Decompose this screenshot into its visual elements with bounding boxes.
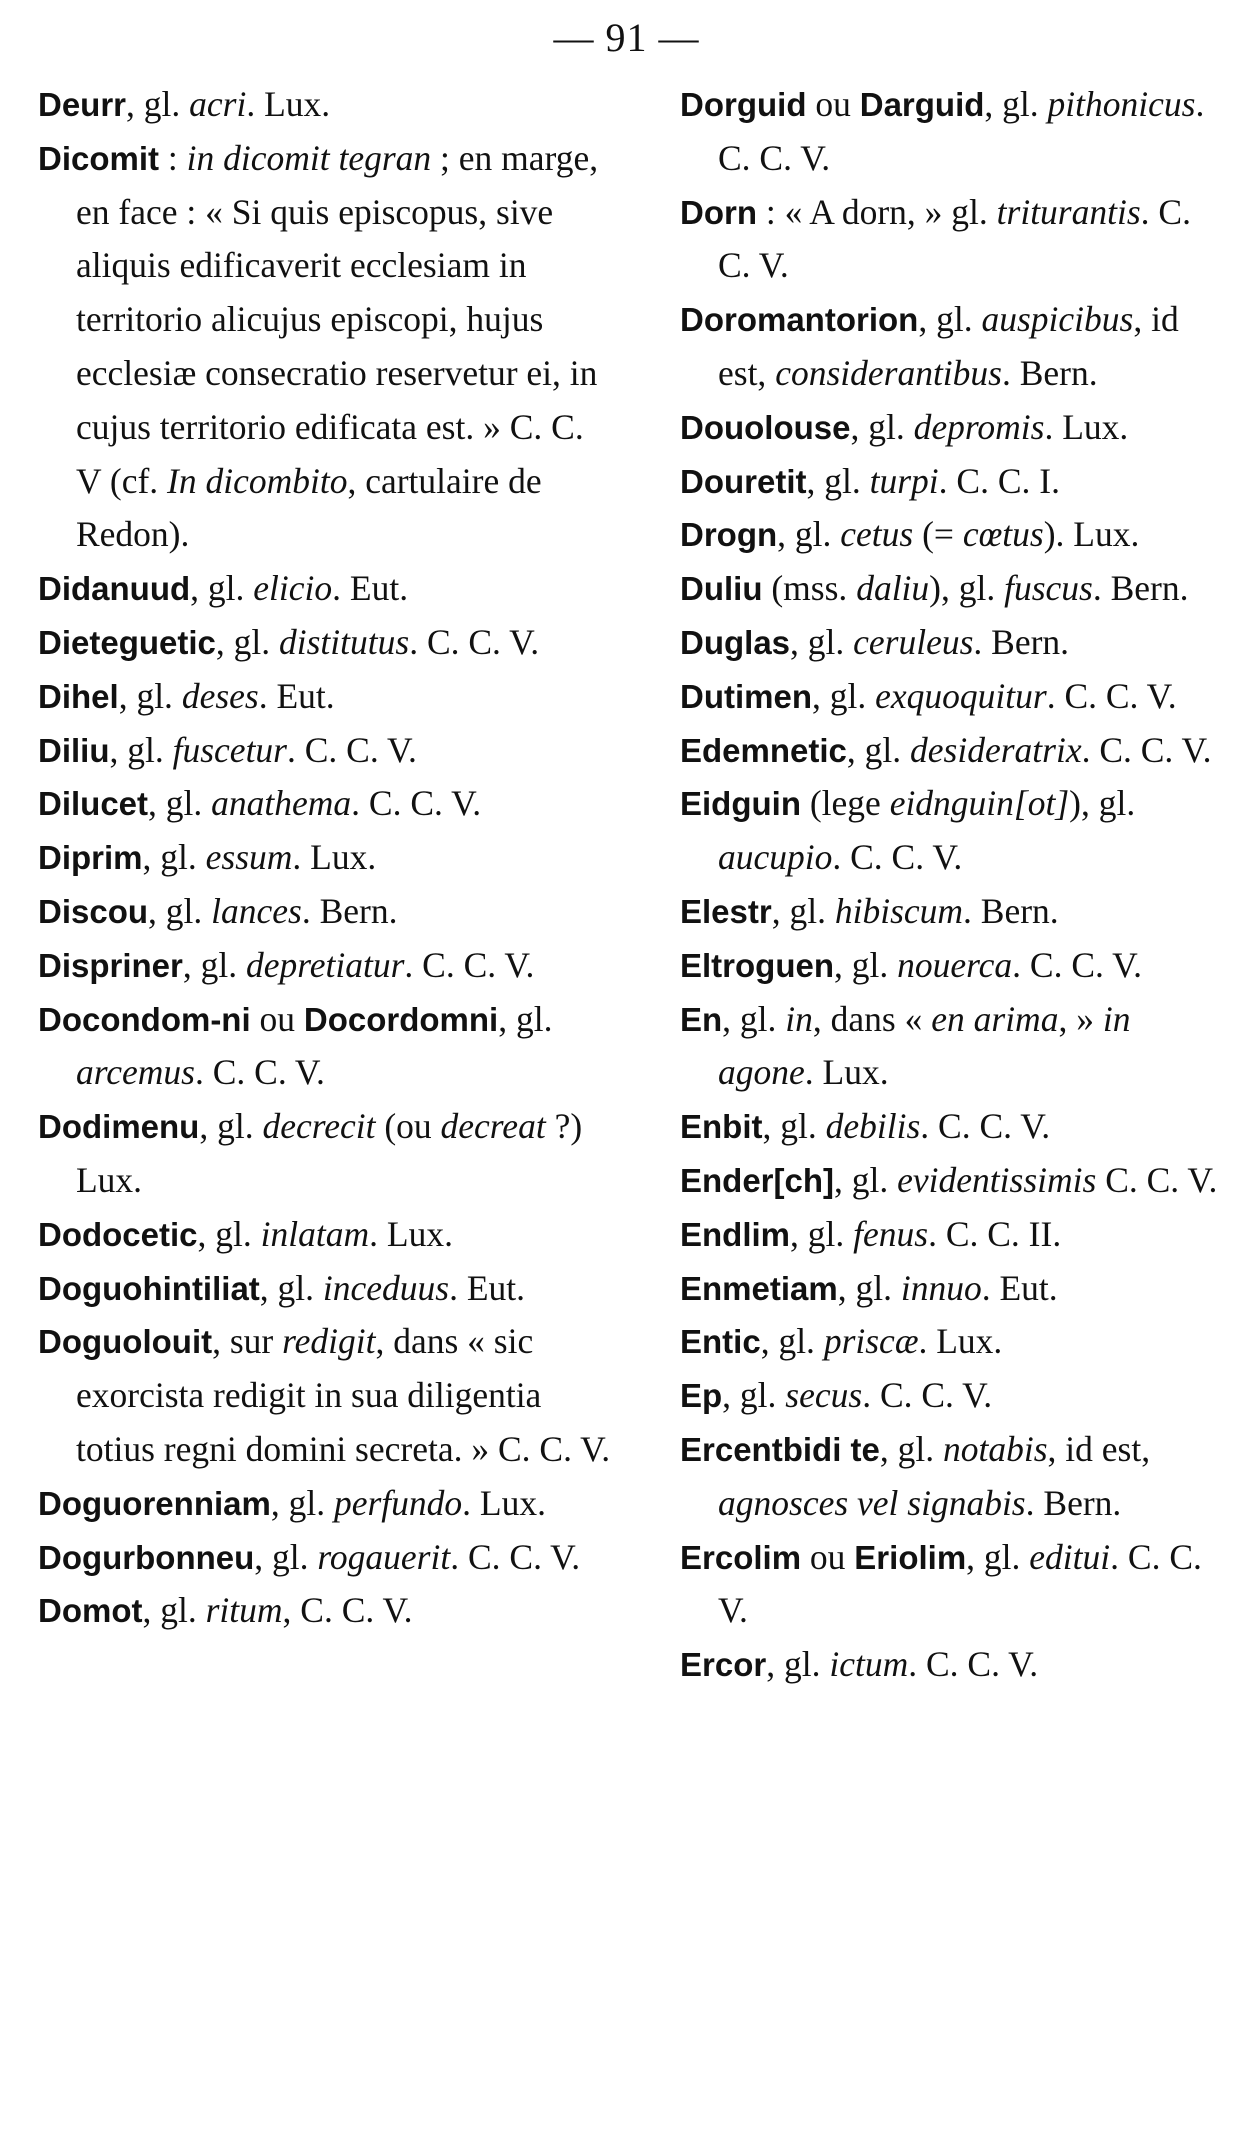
dictionary-entry	[38, 885, 613, 939]
entry-text: , gl.	[182, 944, 246, 985]
latin-gloss: decrecit	[262, 1106, 376, 1147]
headword: Docordomni	[303, 1000, 499, 1038]
entry-text: , gl.	[126, 84, 190, 124]
entry-text: . C. C. V.	[908, 1644, 1039, 1685]
entry-text: , gl.	[879, 1428, 943, 1469]
entry-text: , dans «	[812, 998, 932, 1039]
latin-gloss: depretiatur	[246, 944, 405, 985]
entry-text: . Bern.	[1092, 568, 1189, 609]
headword: Domot	[38, 1592, 143, 1630]
entry-text: , gl.	[109, 729, 173, 770]
latin-gloss: pithonicus	[1047, 84, 1196, 124]
latin-gloss: inlatam	[260, 1213, 370, 1254]
dictionary-entry	[680, 1369, 1230, 1423]
entry-text: . Lux.	[804, 1052, 889, 1093]
dictionary-entry	[38, 1477, 613, 1531]
entry-text: , gl.	[190, 568, 254, 609]
headword: Ender[ch]	[680, 1161, 835, 1199]
entry-text: , cartulaire de Redon).	[76, 460, 542, 555]
headword: Eltroguen	[680, 946, 834, 984]
entry-text: , gl.	[199, 1106, 263, 1147]
entry-text: , gl.	[498, 998, 553, 1039]
headword: Discou	[38, 892, 149, 930]
latin-gloss: redigit	[282, 1321, 376, 1362]
latin-gloss: cœtus	[962, 514, 1044, 555]
latin-gloss: acri	[189, 84, 247, 124]
entry-text: . C. C. V.	[450, 1536, 581, 1577]
dictionary-entry	[680, 401, 1230, 455]
entry-text: , gl.	[762, 1106, 826, 1147]
latin-gloss: hibiscum	[834, 890, 964, 931]
entry-text: . Eut.	[981, 1267, 1058, 1308]
entry-text: , gl.	[790, 621, 854, 662]
latin-gloss: aucupio	[718, 837, 833, 878]
dictionary-entry	[680, 885, 1230, 939]
dictionary-entry	[38, 562, 613, 616]
headword: Dogurbonneu	[38, 1538, 255, 1576]
latin-gloss: ictum	[829, 1644, 909, 1685]
dictionary-entry	[680, 1262, 1230, 1316]
latin-gloss: in	[785, 998, 813, 1039]
latin-gloss: debilis	[825, 1106, 921, 1147]
dictionary-entry	[680, 293, 1230, 401]
entry-text: (lege	[800, 783, 890, 824]
entry-text: , gl.	[837, 1267, 901, 1308]
entry-text: . C. C. V.	[718, 1536, 1202, 1631]
entry-text: , sur	[212, 1321, 283, 1362]
entry-text: , gl.	[966, 1536, 1030, 1577]
entry-text: . Eut.	[449, 1267, 526, 1308]
latin-gloss: inceduus	[322, 1267, 450, 1308]
dictionary-entry	[680, 670, 1230, 724]
dictionary-entry	[680, 78, 1230, 186]
headword: Enmetiam	[680, 1269, 838, 1307]
headword: Darguid	[859, 86, 985, 123]
latin-gloss: elicio	[253, 568, 333, 609]
headword: Didanuud	[38, 570, 191, 608]
entry-text: . C. C. V.	[718, 84, 1205, 178]
headword: Eidguin	[680, 785, 801, 823]
entry-text: . C. C. I.	[938, 460, 1060, 501]
dictionary-entry	[680, 616, 1230, 670]
headword: Entic	[680, 1323, 761, 1361]
latin-gloss: turpi	[869, 460, 939, 501]
latin-gloss: exquoquitur	[875, 675, 1047, 716]
dictionary-entry	[38, 724, 613, 778]
headword: Douolouse	[680, 408, 851, 446]
latin-gloss: fuscus	[1004, 568, 1093, 609]
dictionary-entry	[38, 1100, 613, 1208]
latin-gloss: evidentissimis	[897, 1159, 1097, 1200]
entry-text: , gl.	[850, 406, 914, 447]
dictionary-entry	[680, 1100, 1230, 1154]
dictionary-entry	[680, 508, 1230, 562]
dictionary-entry	[680, 939, 1230, 993]
left-column	[38, 78, 613, 1638]
latin-gloss: notabis	[943, 1428, 1048, 1469]
entry-text: , gl.	[270, 1482, 334, 1523]
entry-text: . Lux.	[918, 1321, 1003, 1362]
latin-gloss: en arima	[931, 998, 1059, 1039]
entry-text: C. C. V.	[1096, 1159, 1218, 1200]
dictionary-entry	[38, 670, 613, 724]
entry-text: . Bern.	[1002, 352, 1098, 393]
entry-text: . Lux.	[369, 1213, 453, 1254]
entry-text: , gl.	[790, 1213, 854, 1254]
entry-text: . Eut.	[258, 675, 335, 716]
headword: Docondom-ni	[38, 1000, 251, 1038]
latin-gloss: fuscetur	[172, 729, 287, 770]
headword: Douretit	[680, 462, 807, 500]
entry-text: , »	[1058, 998, 1103, 1039]
dictionary-entry	[38, 1531, 613, 1585]
dictionary-entry	[38, 777, 613, 831]
latin-gloss: secus	[785, 1375, 863, 1416]
headword: Ep	[680, 1377, 723, 1415]
entry-text: . Bern.	[963, 890, 1059, 931]
latin-gloss: depromis	[913, 406, 1045, 447]
dictionary-entry	[38, 1584, 613, 1638]
latin-gloss: priscæ	[823, 1321, 919, 1362]
headword: Ercor	[680, 1646, 767, 1684]
latin-gloss: lances	[211, 890, 302, 931]
entry-text: , gl.	[777, 514, 841, 555]
entry-text: , gl.	[766, 1644, 830, 1685]
entry-text: , id est,	[718, 299, 1179, 393]
latin-gloss: rogauerit	[317, 1536, 451, 1577]
entry-text: , gl.	[118, 675, 182, 716]
entry-text: , gl.	[760, 1321, 824, 1362]
dictionary-entry	[38, 132, 613, 562]
entry-text: . C. C. V.	[351, 783, 482, 824]
latin-gloss: In dicombito	[167, 460, 348, 501]
headword: Dodimenu	[38, 1108, 200, 1146]
latin-gloss: nouerca	[897, 944, 1013, 985]
dictionary-entry	[38, 831, 613, 885]
entry-text: (=	[913, 514, 963, 555]
dictionary-entry	[680, 724, 1230, 778]
entry-text: , gl.	[806, 460, 870, 501]
dictionary-entry	[680, 186, 1230, 294]
right-column	[680, 78, 1230, 1692]
entry-text: . Bern.	[1025, 1482, 1122, 1523]
entry-text: ; en marge, en face : « Si quis episcopus, sive aliquis edificaverit ecclesiam in territorio alicujus episcopi, hujus ecclesiæ consecratio reservetur ei, in cujus territorio edificata est. » C. C. V (cf.	[76, 137, 599, 501]
latin-gloss: anathema	[211, 783, 352, 824]
latin-gloss: ceruleus	[853, 621, 974, 662]
dictionary-entry	[680, 1208, 1230, 1262]
entry-text: . C. C. V.	[409, 621, 540, 662]
entry-text: . C. C. V.	[1081, 729, 1212, 770]
entry-text: (mss.	[762, 568, 857, 609]
entry-text: , gl.	[197, 1213, 261, 1254]
headword: Dutimen	[680, 677, 812, 715]
dictionary-entry	[38, 616, 613, 670]
latin-gloss: fenus	[853, 1213, 929, 1254]
latin-gloss: agnosces vel signabis	[718, 1482, 1026, 1523]
entry-text: , gl.	[148, 783, 212, 824]
dictionary-entry	[680, 562, 1230, 616]
latin-gloss: ritum	[205, 1590, 283, 1631]
latin-gloss: distitutus	[279, 621, 410, 662]
entry-text: , gl.	[259, 1267, 323, 1308]
entry-text: , gl.	[771, 890, 835, 931]
entry-text: . C. C. V.	[1046, 675, 1177, 716]
headword: Doguolouit	[38, 1323, 213, 1361]
entry-text: . C. C. II.	[928, 1213, 1062, 1254]
dictionary-entry	[680, 1531, 1230, 1639]
headword: Diliu	[38, 731, 110, 769]
headword: Doguorenniam	[38, 1484, 271, 1522]
entry-text: . C. C. V.	[862, 1375, 993, 1416]
headword: Enbit	[680, 1108, 763, 1146]
dictionary-entry	[680, 1315, 1230, 1369]
entry-text: . Lux.	[246, 84, 331, 124]
entry-text: , dans « sic exorcista redigit in sua diligentia totius regni domini secreta. » C. C. V.	[76, 1321, 611, 1469]
headword: Duliu	[680, 570, 763, 608]
headword: Dodocetic	[38, 1215, 198, 1253]
headword: Endlim	[680, 1215, 791, 1253]
dictionary-entry	[680, 1638, 1230, 1692]
latin-gloss: arcemus	[76, 1052, 195, 1093]
headword: Drogn	[680, 516, 778, 554]
entry-text: (ou	[375, 1106, 441, 1147]
headword: Dihel	[38, 677, 119, 715]
dictionary-entry	[680, 777, 1230, 885]
entry-text: . Bern.	[301, 890, 398, 931]
entry-text: , gl.	[812, 675, 876, 716]
headword: Dicomit	[38, 139, 160, 177]
entry-text: . C. C. V.	[718, 191, 1191, 286]
headword: Duglas	[680, 623, 791, 661]
entry-text: ou	[250, 998, 304, 1039]
entry-text: ), gl.	[929, 568, 1005, 609]
latin-gloss: innuo	[900, 1267, 982, 1308]
latin-gloss: deses	[181, 675, 259, 716]
entry-text: , gl.	[918, 299, 982, 340]
latin-gloss: decreat	[440, 1106, 546, 1147]
headword: Diprim	[38, 839, 143, 877]
dictionary-entry	[38, 1208, 613, 1262]
headword: Ercolim	[680, 1538, 802, 1576]
headword: Eriolim	[854, 1538, 967, 1576]
headword: Edemnetic	[680, 731, 847, 769]
entry-text: , gl.	[254, 1536, 318, 1577]
latin-gloss: essum	[205, 837, 293, 878]
entry-text: . Lux.	[292, 837, 377, 878]
entry-text: . Lux.	[462, 1482, 546, 1523]
latin-gloss: desideratrix	[910, 729, 1082, 770]
entry-text: . C. C. V.	[920, 1106, 1051, 1147]
dictionary-entry	[38, 1262, 613, 1316]
dictionary-entry	[38, 78, 613, 132]
latin-gloss: perfundo	[333, 1482, 463, 1523]
headword: Dorn	[680, 193, 757, 231]
entry-text: , gl.	[215, 621, 279, 662]
entry-text: . Bern.	[973, 621, 1070, 662]
headword: Dilucet	[38, 785, 149, 823]
entry-text: , gl.	[834, 944, 898, 985]
entry-text: , C. C. V.	[282, 1590, 413, 1631]
headword: Dispriner	[38, 946, 183, 984]
dictionary-entry	[38, 1315, 613, 1476]
entry-text: , gl.	[834, 1159, 898, 1200]
entry-text: ). Lux.	[1043, 514, 1140, 555]
headword: Dorguid	[680, 86, 807, 123]
entry-text: . C. C. V.	[404, 944, 535, 985]
entry-text: . C. C. V.	[287, 729, 417, 770]
dictionary-entry	[38, 993, 613, 1101]
entry-text: , gl.	[722, 1375, 786, 1416]
entry-text: , gl.	[142, 837, 206, 878]
entry-text: , id est,	[1047, 1428, 1151, 1469]
dictionary-entry	[680, 993, 1230, 1101]
latin-gloss: editui	[1029, 1536, 1111, 1577]
headword: Dieteguetic	[38, 623, 216, 661]
entry-text: . C. C. V.	[194, 1052, 325, 1093]
entry-text: , gl.	[722, 998, 786, 1039]
entry-text: , gl.	[148, 890, 212, 931]
latin-gloss: in dicomit tegran	[186, 137, 432, 178]
entry-text: ou	[801, 1536, 855, 1577]
latin-gloss: triturantis	[996, 191, 1141, 232]
entry-text: ?) Lux.	[76, 1106, 583, 1200]
entry-text: , gl.	[142, 1590, 206, 1631]
entry-text: . C. C. V.	[1012, 944, 1143, 985]
latin-gloss: in agone	[718, 998, 1131, 1093]
headword: Deurr	[38, 86, 127, 123]
entry-text: . Eut.	[332, 568, 409, 609]
entry-text: . C. C. V.	[832, 837, 963, 878]
entry-text: ou	[806, 84, 860, 124]
dictionary-entry	[38, 939, 613, 993]
headword: Elestr	[680, 892, 772, 930]
entry-text: : « A dorn, » gl.	[757, 191, 997, 232]
entry-text: , gl.	[846, 729, 911, 770]
dictionary-entry	[680, 1423, 1230, 1531]
dictionary-entry	[680, 1154, 1230, 1208]
headword: Doromantorion	[680, 301, 919, 339]
entry-text: . Lux.	[1044, 406, 1129, 447]
latin-gloss: auspicibus	[981, 299, 1134, 340]
headword: Ercentbidi te	[680, 1430, 880, 1468]
latin-gloss: daliu	[856, 568, 930, 609]
latin-gloss: considerantibus	[775, 352, 1002, 393]
entry-text: :	[159, 137, 187, 178]
headword: En	[680, 1000, 723, 1038]
entry-text: , gl.	[984, 84, 1048, 124]
page-number: — 91 —	[553, 15, 700, 60]
dictionary-entry	[680, 455, 1230, 509]
latin-gloss: eidnguin[ot]	[889, 783, 1070, 824]
entry-text: ), gl.	[1069, 783, 1136, 824]
latin-gloss: cetus	[840, 514, 914, 555]
headword: Doguohintiliat	[38, 1269, 260, 1307]
